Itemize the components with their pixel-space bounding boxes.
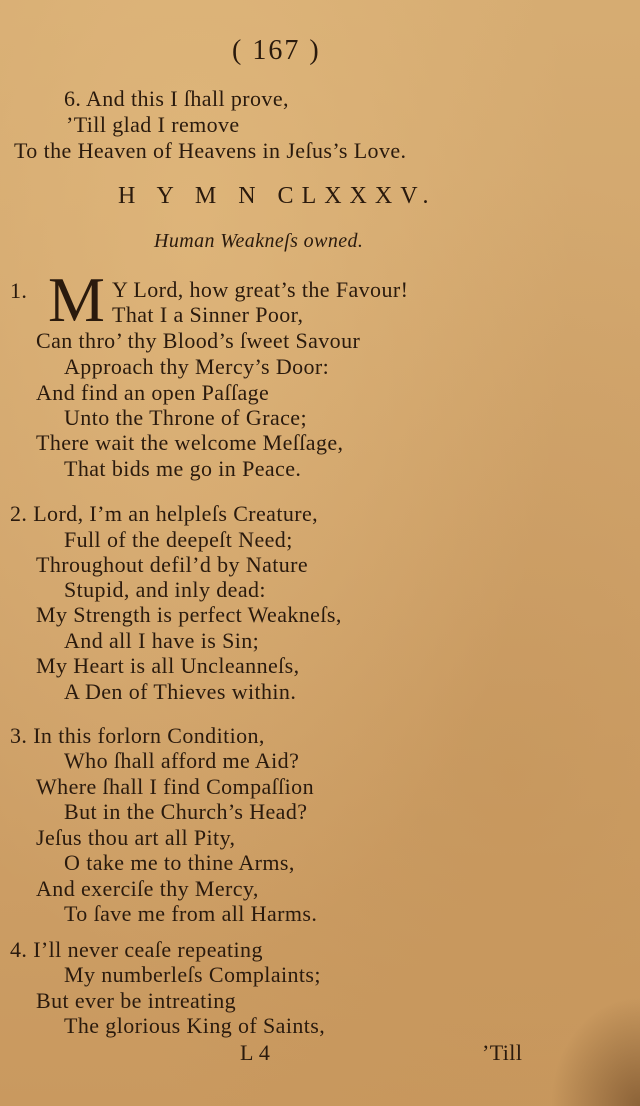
catchword: ’Till xyxy=(482,1040,523,1065)
verse-line: But in the Church’s Head? xyxy=(64,799,308,824)
drop-cap: M xyxy=(48,264,105,335)
prev-hymn-line: ’Till glad I remove xyxy=(66,112,240,137)
page-number: ( 167 ) xyxy=(232,35,321,66)
verse-number: 1. xyxy=(10,278,28,303)
verse-line: But ever be intreating xyxy=(36,988,237,1013)
signature-mark: L 4 xyxy=(240,1040,271,1065)
hymn-title: H Y M N CLXXXV. xyxy=(118,183,437,209)
verse-line: That bids me go in Peace. xyxy=(64,456,302,481)
verse-line: A Den of Thieves within. xyxy=(64,679,297,704)
verse-line: Full of the deepeſt Need; xyxy=(64,527,293,552)
verse-line: And exerciſe thy Mercy, xyxy=(36,876,259,901)
verse-line: Where ſhall I find Compaſſion xyxy=(36,774,314,799)
verse-line: Stupid, and inly dead: xyxy=(64,577,266,602)
verse-line: Y Lord, how great’s the Favour! xyxy=(112,277,409,302)
prev-hymn-line: To the Heaven of Heavens in Jeſus’s Love. xyxy=(14,138,407,163)
verse-line: My Strength is perfect Weakneſs, xyxy=(36,602,342,627)
verse-line: Jeſus thou art all Pity, xyxy=(36,825,236,850)
verse-line: That I a Sinner Poor, xyxy=(112,302,304,327)
verse-line: And all I have is Sin; xyxy=(64,628,260,653)
verse-line: 3. In this forlorn Condition, xyxy=(10,723,265,748)
verse-line: And find an open Paſſage xyxy=(36,380,270,405)
page-stain xyxy=(550,996,640,1106)
verse-line: Who ſhall afford me Aid? xyxy=(64,748,300,773)
verse-line: There wait the welcome Meſſage, xyxy=(36,430,344,455)
verse-line: O take me to thine Arms, xyxy=(64,850,295,875)
verse-line: To ſave me from all Harms. xyxy=(64,901,318,926)
verse-line: Approach thy Mercy’s Door: xyxy=(64,354,330,379)
verse-line: The glorious King of Saints, xyxy=(64,1013,326,1038)
verse-line: My numberleſs Complaints; xyxy=(64,962,321,987)
verse-line: Can thro’ thy Blood’s ſweet Savour xyxy=(36,328,361,353)
prev-hymn-line: 6. And this I ſhall prove, xyxy=(64,86,289,111)
verse-line: My Heart is all Uncleanneſs, xyxy=(36,653,300,678)
verse-line: 4. I’ll never ceaſe repeating xyxy=(10,937,263,962)
verse-line: Throughout defil’d by Nature xyxy=(36,552,309,577)
verse-line: 2. Lord, I’m an helpleſs Creature, xyxy=(10,501,319,526)
verse-line: Unto the Throne of Grace; xyxy=(64,405,307,430)
hymn-subtitle: Human Weakneſs owned. xyxy=(154,230,364,252)
